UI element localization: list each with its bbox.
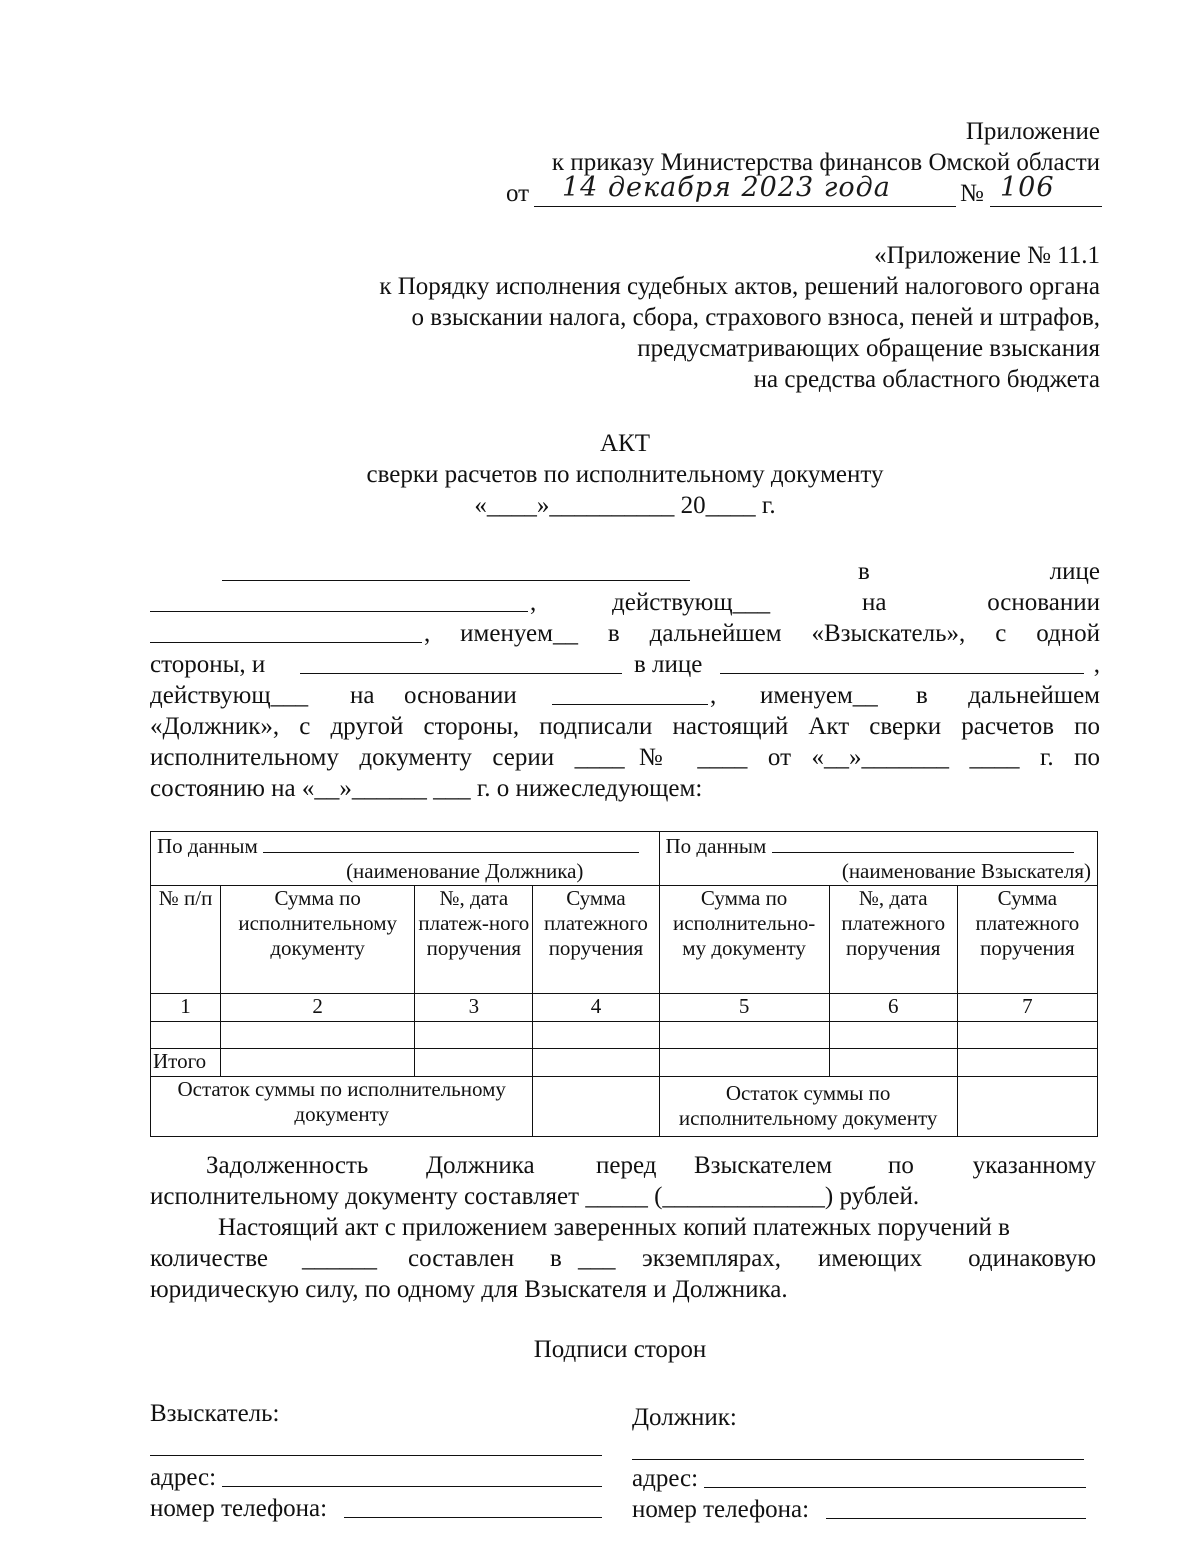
table-cell xyxy=(533,1077,659,1137)
debtor-address-line xyxy=(704,1487,1086,1488)
subheader-line-4: предусматривающих обращение взыскания xyxy=(637,335,1100,362)
column-header: Сумма по исполнительно-му документу xyxy=(659,886,829,994)
word: Взыскателем xyxy=(694,1152,833,1179)
debt-paragraph xyxy=(150,1150,1096,1212)
parties-paragraph xyxy=(150,556,1100,804)
column-header: Сумма по исполнительному документу xyxy=(221,886,415,994)
column-number: 5 xyxy=(659,994,829,1022)
subheader-line-5: на средства областного бюджета xyxy=(753,366,1100,393)
comma: , xyxy=(1093,651,1100,678)
word-in: в xyxy=(858,558,870,585)
debtor-phone-line xyxy=(826,1518,1086,1519)
word-basis: основании xyxy=(404,682,517,709)
table-cell xyxy=(221,1022,415,1049)
word: ______ xyxy=(302,1245,377,1272)
creditor-name-line xyxy=(772,852,1074,853)
debtor-name-blank xyxy=(300,673,622,674)
word-named: именуем__ xyxy=(760,682,878,709)
debtor-label: Должник: xyxy=(632,1404,737,1431)
comma: , xyxy=(710,682,717,709)
creditor-address-line xyxy=(222,1486,602,1487)
creditor-phone-line xyxy=(344,1517,602,1518)
table-cell xyxy=(659,1049,829,1077)
document-title: АКТ xyxy=(600,430,650,457)
word-in-face: в лице xyxy=(634,651,703,678)
debtor-address-label: адрес: xyxy=(632,1465,699,1492)
word: количестве xyxy=(150,1245,268,1272)
creditor-signature-line xyxy=(150,1455,602,1456)
word: в xyxy=(550,1245,562,1272)
table-cell xyxy=(659,1022,829,1049)
by-data-label: По данным xyxy=(157,834,258,858)
debtor-rep-blank xyxy=(720,673,1084,674)
word: ___ xyxy=(578,1245,616,1272)
creditor-phone-label: номер телефона: xyxy=(150,1495,328,1522)
table-cell xyxy=(533,1049,659,1077)
parties-line-1 xyxy=(150,556,1100,587)
document-subtitle: сверки расчетов по исполнительному документу xyxy=(366,461,884,488)
table-party-header-row xyxy=(151,832,1098,886)
table-column-number-row xyxy=(151,994,1098,1022)
comma: , xyxy=(530,589,537,616)
by-data-label: По данным xyxy=(665,834,767,858)
table-cell xyxy=(957,1077,1097,1137)
debtor-phone-label: номер телефона: xyxy=(632,1496,810,1523)
order-reference: к приказу Министерства финансов Омской области xyxy=(551,149,1100,176)
creditor-label: Взыскатель: xyxy=(150,1400,280,1427)
copies-line-3: юридическую силу, по одному для Взыскателя и Должника. xyxy=(150,1276,788,1303)
word-acting: действующ___ xyxy=(612,589,771,616)
column-number: 4 xyxy=(533,994,659,1022)
debt-line-2: исполнительному документу составляет _____ (_____________) рублей. xyxy=(150,1183,920,1210)
table-row xyxy=(151,1022,1098,1049)
creditor-designation-text: , именуем__ в дальнейшем «Взыскатель», с одной xyxy=(424,620,1100,647)
table-cell xyxy=(151,1022,221,1049)
column-header: №, дата платеж-ного поручения xyxy=(415,886,533,994)
table-total-row xyxy=(151,1049,1098,1077)
parties-line-5 xyxy=(150,680,1100,711)
word: Задолженность xyxy=(206,1152,369,1179)
word-and-party: стороны, и xyxy=(150,651,266,678)
column-number: 1 xyxy=(151,994,221,1022)
column-number: 7 xyxy=(957,994,1097,1022)
word-in: в xyxy=(916,682,928,709)
handwritten-number: 106 xyxy=(1000,172,1055,203)
word-face: лице xyxy=(1049,558,1100,585)
remainder-creditor-label: Остаток суммы по исполнительному документу xyxy=(659,1077,957,1137)
word: по xyxy=(888,1152,914,1179)
column-header: №, дата платежного поручения xyxy=(829,886,957,994)
table-cell xyxy=(415,1022,533,1049)
word-on: на xyxy=(862,589,887,616)
creditor-address-label: адрес: xyxy=(150,1464,217,1491)
word: перед xyxy=(596,1152,657,1179)
word: одинаковую xyxy=(968,1245,1096,1272)
parties-line-2 xyxy=(150,587,1100,618)
word: экземплярах, xyxy=(642,1245,782,1272)
column-header: № п/п xyxy=(151,886,221,994)
creditor-name-blank xyxy=(222,580,690,581)
table-remainder-row xyxy=(151,1077,1098,1137)
debtor-basis-blank xyxy=(552,704,708,705)
table-cell xyxy=(957,1022,1097,1049)
table-cell xyxy=(221,1049,415,1077)
table-cell xyxy=(829,1049,957,1077)
table-cell xyxy=(533,1022,659,1049)
copies-line-2 xyxy=(150,1243,1096,1274)
table-cell xyxy=(957,1049,1097,1077)
word-hereinafter: дальнейшем xyxy=(968,682,1100,709)
order-date-line xyxy=(506,172,1102,212)
table-column-header-row xyxy=(151,886,1098,994)
parties-line-3 xyxy=(150,618,1100,649)
table-cell xyxy=(415,1049,533,1077)
appendix-label: Приложение xyxy=(965,118,1100,145)
parties-line-6: «Должник», с другой стороны, подписали настоящий Акт сверки расчетов по xyxy=(150,713,1100,740)
word: составлен xyxy=(408,1245,515,1272)
copies-paragraph xyxy=(150,1212,1096,1305)
column-number: 6 xyxy=(829,994,957,1022)
column-header: Сумма платежного поручения xyxy=(957,886,1097,994)
parties-line-8: состоянию на «__»______ ___ г. о нижеследующем: xyxy=(150,775,703,802)
creditor-rep-blank xyxy=(150,611,528,612)
column-header: Сумма платежного поручения xyxy=(533,886,659,994)
subheader-line-2: к Порядку исполнения судебных актов, решений налогового органа xyxy=(379,273,1100,300)
word: указанному xyxy=(972,1152,1096,1179)
word-on: на xyxy=(350,682,375,709)
copies-line-1: Настоящий акт с приложением заверенных копий платежных поручений в xyxy=(218,1214,1010,1241)
creditor-caption: (наименование Взыскателя) xyxy=(841,859,1091,883)
word: Должника xyxy=(426,1152,535,1179)
debtor-name-line xyxy=(263,852,639,853)
debtor-signature-line xyxy=(632,1459,1084,1460)
creditor-data-header xyxy=(659,832,1098,886)
number-prefix: № xyxy=(960,180,984,207)
signatures-heading: Подписи сторон xyxy=(533,1336,707,1363)
parties-line-4 xyxy=(150,649,1100,680)
word-acting: действующ___ xyxy=(150,682,309,709)
handwritten-date: 14 декабря 2023 года xyxy=(562,172,891,203)
debt-line-1 xyxy=(150,1150,1096,1181)
word-basis: основании xyxy=(987,589,1100,616)
table-cell xyxy=(829,1022,957,1049)
subheader-line-1: «Приложение № 11.1 xyxy=(874,242,1100,269)
column-number: 2 xyxy=(221,994,415,1022)
subheader-line-3: о взыскании налога, сбора, страхового взноса, пеней и штрафов, xyxy=(411,304,1100,331)
number-underline xyxy=(990,206,1102,207)
total-label: Итого xyxy=(151,1049,221,1077)
parties-line-7: исполнительному документу серии ____№ ____ от «__»_______ ____ г. по xyxy=(150,744,1100,771)
word: имеющих xyxy=(818,1245,923,1272)
date-prefix: от xyxy=(506,180,530,207)
debtor-caption: (наименование Должника) xyxy=(346,859,584,883)
document-date-line: «____»__________ 20____ г. xyxy=(474,492,776,519)
reconciliation-table xyxy=(150,831,1098,1137)
remainder-debtor-label: Остаток суммы по исполнительному документу xyxy=(151,1077,533,1137)
creditor-basis-blank xyxy=(150,642,422,643)
debtor-data-header xyxy=(151,832,660,886)
column-number: 3 xyxy=(415,994,533,1022)
date-underline xyxy=(534,206,956,207)
